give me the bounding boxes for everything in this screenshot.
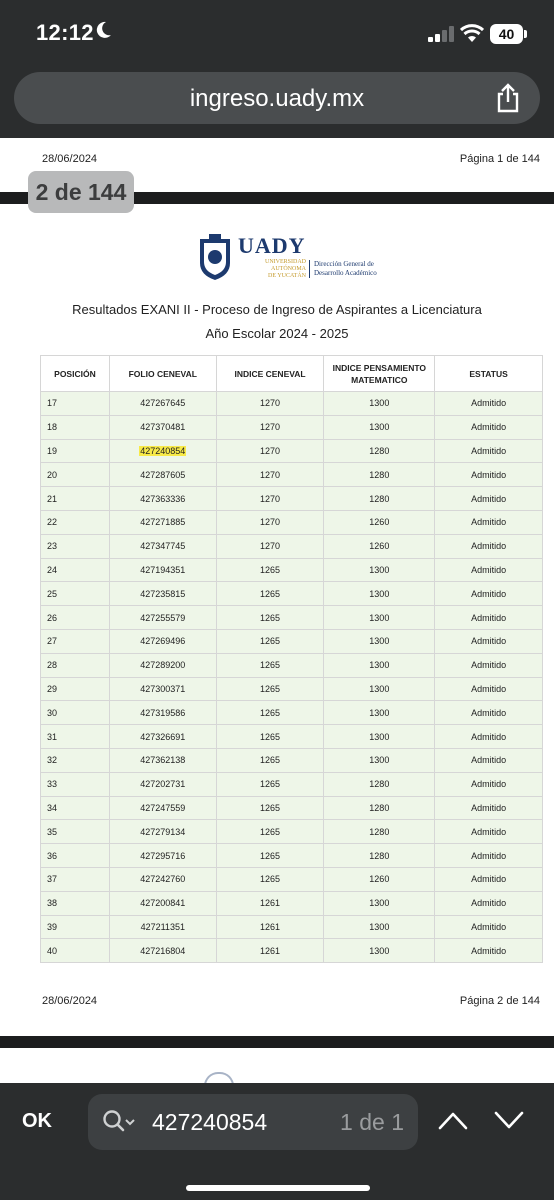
page2-footer-number: Página 2 de 144 — [459, 995, 540, 1007]
cell-folio: 427247559 — [109, 796, 216, 820]
cell-status: Admitido — [435, 939, 543, 963]
cell-status: Admitido — [435, 510, 543, 534]
table-row — [41, 629, 543, 653]
cell-math-index: 1300 — [324, 582, 435, 606]
table-row — [41, 820, 543, 844]
share-icon[interactable] — [494, 83, 522, 113]
cell-folio: 427267645 — [109, 392, 216, 416]
cell-position: 21 — [41, 487, 110, 511]
cell-math-index: 1300 — [324, 701, 435, 725]
cell-position: 26 — [41, 606, 110, 630]
header-position: POSICIÓN — [41, 356, 110, 392]
cell-math-index: 1260 — [324, 510, 435, 534]
cell-index: 1265 — [216, 558, 324, 582]
cell-position: 24 — [41, 558, 110, 582]
cell-math-index: 1280 — [324, 820, 435, 844]
cell-folio: 427347745 — [109, 534, 216, 558]
page2-footer-date: 28/06/2024 — [42, 995, 98, 1007]
search-match-highlight: 427240854 — [140, 445, 186, 456]
results-table — [40, 355, 543, 963]
cell-status: Admitido — [435, 629, 543, 653]
cell-math-index: 1300 — [324, 392, 435, 416]
match-count: 1 de 1 — [340, 1109, 404, 1135]
cell-math-index: 1300 — [324, 606, 435, 630]
cell-math-index: 1300 — [324, 748, 435, 772]
cell-status: Admitido — [435, 677, 543, 701]
cell-status: Admitido — [435, 534, 543, 558]
document-subtitle: Año Escolar 2024 - 2025 — [205, 326, 349, 341]
table-row — [41, 510, 543, 534]
cell-position: 28 — [41, 653, 110, 677]
cell-math-index: 1300 — [324, 653, 435, 677]
cell-position: 34 — [41, 796, 110, 820]
cell-math-index: 1280 — [324, 439, 435, 463]
cell-math-index: 1300 — [324, 558, 435, 582]
table-row — [41, 582, 543, 606]
cell-position: 29 — [41, 677, 110, 701]
cell-status: Admitido — [435, 796, 543, 820]
header-status: ESTATUS — [435, 356, 543, 392]
cell-status: Admitido — [435, 891, 543, 915]
cell-math-index: 1280 — [324, 487, 435, 511]
cell-folio: 427216804 — [109, 939, 216, 963]
cell-status: Admitido — [435, 867, 543, 891]
cell-position: 38 — [41, 891, 110, 915]
table-header-row — [41, 356, 543, 392]
table-row — [41, 796, 543, 820]
table-row — [41, 606, 543, 630]
cell-index: 1270 — [216, 439, 324, 463]
cell-folio: 427289200 — [109, 653, 216, 677]
pdf-viewer[interactable] — [0, 138, 554, 1083]
cell-folio: 427202731 — [109, 772, 216, 796]
table-row — [41, 867, 543, 891]
status-bar — [0, 0, 554, 68]
cell-position: 37 — [41, 867, 110, 891]
cell-index: 1261 — [216, 891, 324, 915]
cell-index: 1265 — [216, 701, 324, 725]
cell-math-index: 1300 — [324, 725, 435, 749]
cell-folio: 427326691 — [109, 725, 216, 749]
cell-position: 20 — [41, 463, 110, 487]
cell-position: 19 — [41, 439, 110, 463]
cell-index: 1261 — [216, 915, 324, 939]
logo-subtitle: UNIVERSIDAD AUTÓNOMA DE YUCATÁN — [265, 259, 306, 279]
header-math-index: INDICE PENSAMIENTO MATEMATICO — [324, 356, 435, 392]
cell-position: 17 — [41, 392, 110, 416]
cell-index: 1265 — [216, 582, 324, 606]
cell-status: Admitido — [435, 772, 543, 796]
cell-folio: 427300371 — [109, 677, 216, 701]
header-index: INDICE CENEVAL — [216, 356, 324, 392]
cell-index: 1270 — [216, 510, 324, 534]
cell-position: 39 — [41, 915, 110, 939]
cell-status: Admitido — [435, 558, 543, 582]
cell-math-index: 1280 — [324, 796, 435, 820]
table-row — [41, 487, 543, 511]
cell-folio: 427269496 — [109, 629, 216, 653]
cell-math-index: 1280 — [324, 463, 435, 487]
cell-index: 1265 — [216, 772, 324, 796]
cell-folio: 427255579 — [109, 606, 216, 630]
cell-math-index: 1280 — [324, 844, 435, 868]
cell-index: 1265 — [216, 629, 324, 653]
cell-position: 35 — [41, 820, 110, 844]
cell-index: 1270 — [216, 534, 324, 558]
cell-index: 1261 — [216, 939, 324, 963]
table-row — [41, 392, 543, 416]
cell-status: Admitido — [435, 487, 543, 511]
find-in-page-bar — [0, 1083, 554, 1200]
cell-index: 1270 — [216, 392, 324, 416]
table-row — [41, 558, 543, 582]
table-row — [41, 915, 543, 939]
cell-math-index: 1280 — [324, 772, 435, 796]
search-icon[interactable] — [102, 1109, 136, 1135]
cell-folio: 427370481 — [109, 415, 216, 439]
cell-index: 1265 — [216, 606, 324, 630]
cell-status: Admitido — [435, 606, 543, 630]
cell-status: Admitido — [435, 820, 543, 844]
table-row — [41, 463, 543, 487]
cell-math-index: 1300 — [324, 939, 435, 963]
cell-position: 18 — [41, 415, 110, 439]
cell-folio: 427287605 — [109, 463, 216, 487]
table-row — [41, 748, 543, 772]
next-page-seal — [204, 1072, 234, 1083]
cell-index: 1265 — [216, 844, 324, 868]
cell-index: 1265 — [216, 677, 324, 701]
cell-status: Admitido — [435, 392, 543, 416]
cell-position: 32 — [41, 748, 110, 772]
address-bar[interactable] — [14, 72, 540, 124]
cell-status: Admitido — [435, 701, 543, 725]
cell-index: 1270 — [216, 463, 324, 487]
cell-math-index: 1300 — [324, 915, 435, 939]
cell-status: Admitido — [435, 844, 543, 868]
cell-folio: 427362138 — [109, 748, 216, 772]
cell-math-index: 1300 — [324, 677, 435, 701]
logo-divider — [309, 260, 310, 278]
cell-index: 1265 — [216, 820, 324, 844]
find-query[interactable]: 427240854 — [152, 1109, 268, 1135]
document-title: Resultados EXANI II - Proceso de Ingreso de Aspirantes a Licenciatura — [72, 302, 482, 317]
table-row — [41, 844, 543, 868]
cell-folio: 427200841 — [109, 891, 216, 915]
page1-footer-date: 28/06/2024 — [42, 153, 98, 165]
cell-status: Admitido — [435, 748, 543, 772]
url-text[interactable]: ingreso.uady.mx — [189, 85, 365, 112]
cell-status: Admitido — [435, 725, 543, 749]
cell-status: Admitido — [435, 415, 543, 439]
cell-index: 1265 — [216, 725, 324, 749]
chevron-up-icon[interactable] — [438, 1109, 468, 1131]
cell-status: Admitido — [435, 582, 543, 606]
cell-position: 31 — [41, 725, 110, 749]
table-row — [41, 439, 543, 463]
cell-math-index: 1300 — [324, 629, 435, 653]
battery-icon — [490, 24, 528, 44]
uady-logo — [196, 233, 396, 285]
find-input[interactable] — [88, 1094, 418, 1150]
university-seal-icon — [196, 233, 234, 281]
status-time: 12:12 — [36, 20, 94, 45]
cell-position: 40 — [41, 939, 110, 963]
cell-status: Admitido — [435, 439, 543, 463]
table-row — [41, 534, 543, 558]
cell-status: Admitido — [435, 915, 543, 939]
table-row — [41, 677, 543, 701]
cell-folio: 427279134 — [109, 820, 216, 844]
table-row — [41, 415, 543, 439]
cell-status: Admitido — [435, 653, 543, 677]
done-button[interactable]: OK — [22, 1110, 52, 1132]
page-separator — [0, 1036, 554, 1048]
cell-math-index: 1300 — [324, 415, 435, 439]
page-indicator: 2 de 144 — [28, 171, 134, 213]
table-row — [41, 725, 543, 749]
logo-wordmark: UADY — [238, 233, 306, 258]
table-row — [41, 653, 543, 677]
table-row — [41, 891, 543, 915]
cell-status: Admitido — [435, 463, 543, 487]
cell-position: 36 — [41, 844, 110, 868]
page1-footer-number: Página 1 de 144 — [459, 153, 540, 165]
cell-folio: 427235815 — [109, 582, 216, 606]
cell-index: 1265 — [216, 796, 324, 820]
table-row — [41, 701, 543, 725]
cell-math-index: 1260 — [324, 534, 435, 558]
cell-index: 1270 — [216, 415, 324, 439]
cell-math-index: 1300 — [324, 891, 435, 915]
cell-folio: 427363336 — [109, 487, 216, 511]
cell-folio: 427319586 — [109, 701, 216, 725]
cell-position: 23 — [41, 534, 110, 558]
cell-position: 33 — [41, 772, 110, 796]
cell-folio: 427194351 — [109, 558, 216, 582]
signal-icon — [428, 26, 454, 42]
logo-direction: Dirección General de Desarrollo Académico — [314, 260, 377, 277]
cell-index: 1265 — [216, 867, 324, 891]
cell-folio: 427242760 — [109, 867, 216, 891]
cell-position: 27 — [41, 629, 110, 653]
header-folio: FOLIO CENEVAL — [109, 356, 216, 392]
cell-position: 30 — [41, 701, 110, 725]
cell-folio — [109, 439, 216, 463]
cell-folio: 427295716 — [109, 844, 216, 868]
chevron-down-icon[interactable] — [494, 1109, 524, 1131]
cell-math-index: 1260 — [324, 867, 435, 891]
cell-folio: 427211351 — [109, 915, 216, 939]
wifi-icon — [460, 23, 484, 43]
cell-index: 1265 — [216, 653, 324, 677]
cell-index: 1265 — [216, 748, 324, 772]
moon-icon — [96, 21, 112, 39]
battery-level: 40 — [490, 24, 523, 44]
table-row — [41, 772, 543, 796]
cell-position: 25 — [41, 582, 110, 606]
table-row — [41, 939, 543, 963]
cell-index: 1270 — [216, 487, 324, 511]
cell-position: 22 — [41, 510, 110, 534]
home-indicator[interactable] — [186, 1185, 370, 1191]
cell-folio: 427271885 — [109, 510, 216, 534]
